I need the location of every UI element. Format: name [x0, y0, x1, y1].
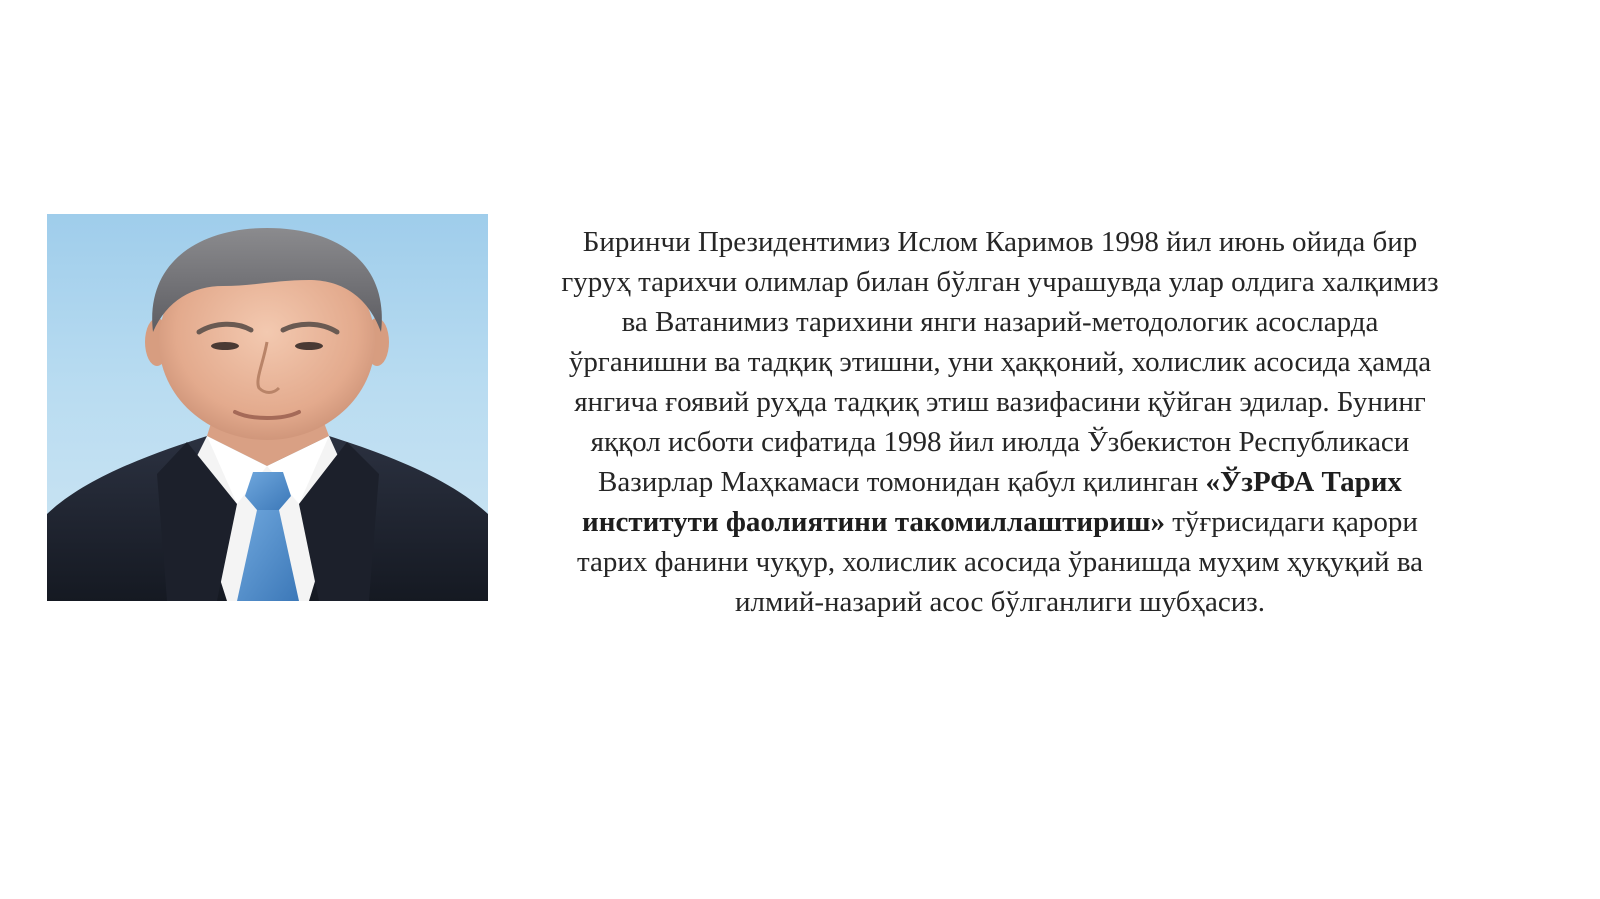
decree-title: «ЎзРФА Тарих институти фаолиятини такомиллаштириш»	[582, 466, 1402, 538]
portrait-photo	[47, 214, 488, 601]
paragraph-text-1: Биринчи Президентимиз Ислом Каримов 1998 йил июнь ойида бир гуруҳ тарихчи олимлар билан бўлган учрашувда улар олдига халқимиз ва Ватанимиз тарихини янги назарий-методологик асосларда ўрганишни ва тадқиқ этишни, уни ҳаққоний, холислик асосида ҳамда янгича ғоявий руҳда тадқиқ этиш вазифасини қўйган эдилар. Бунинг яққол исботи сифатида 1998 йил июлда Ўзбекистон Республикаси Вазирлар Маҳкамаси томонидан қабул қилинган	[561, 226, 1439, 498]
body-paragraph	[550, 222, 1450, 622]
paragraph-text-2: тўғрисидаги қарори тарих фанини чуқур, холислик асосида ўранишда муҳим ҳуқуқий ва илмий-назарий асос бўлганлиги шубҳасиз.	[576, 506, 1423, 618]
